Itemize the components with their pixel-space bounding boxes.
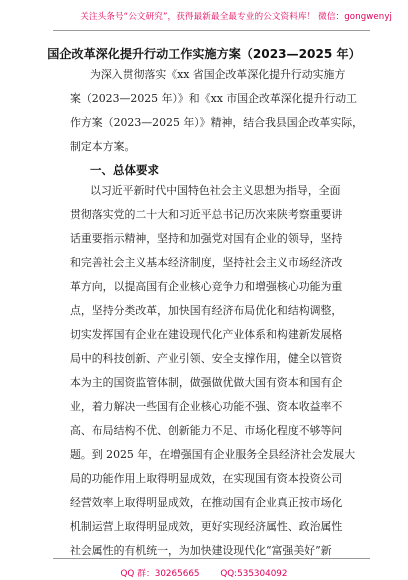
body-line: 高、布局结构不优、创新能力不足、市场化程度不够等问 <box>70 424 343 437</box>
body-line: 经营效率上取得明显成效，在推动国有企业真正按市场化 <box>70 496 343 509</box>
body-line: 和完善社会主义基本经济制度，坚持社会主义市场经济改 <box>70 256 343 269</box>
document-title: 国企改革深化提升行动工作实施方案（2023—2025 年） <box>47 47 361 61</box>
body-line: 点，坚持分类改革，加快国有经济布局优化和结构调整， <box>70 304 343 317</box>
footer-contact <box>0 566 408 579</box>
body-line: 业，着力解决一些国有企业核心功能不强、资本收益率不 <box>70 400 343 413</box>
body-line: 以习近平新时代中国特色社会主义思想为指导，全面 <box>90 184 341 197</box>
body-line: 革方向，以提高国有企业核心竞争力和增强核心功能为重 <box>70 280 343 293</box>
body-line: 题。到 2025 年，在增强国有企业服务全县经济社会发展大 <box>70 448 356 461</box>
intro-line: 作方案（2023—2025 年）》精神，结合我县国企改革实际， <box>70 116 364 129</box>
intro-line: 案（2023—2025 年）》和《xx 市国企改革深化提升行动工 <box>70 92 358 105</box>
body-line: 机制运营上取得明显成效，更好实现经济属性、政治属性 <box>70 520 343 533</box>
header-notice: 关注头条号“公文研究”，获得最新最全最专业的公文资料库！ 微信：gongwenyj <box>80 12 392 22</box>
body-line: 局中的科技创新、产业引领、安全支撑作用，健全以管资 <box>70 352 343 365</box>
body-line: 本为主的国资监管体制，做强做优做大国有资本和国有企 <box>70 376 343 389</box>
body-line: 话重要指示精神，坚持和加强党对国有企业的领导，坚持 <box>70 232 343 245</box>
footer-qq-number: QQ:535304092 <box>220 569 288 579</box>
header-divider <box>53 30 370 31</box>
body-line: 社会属性的有机统一，为加快建设现代化“富强美好”新 <box>70 544 332 557</box>
intro-line: 为深入贯彻落实《xx 省国企改革深化提升行动实施方 <box>90 68 346 81</box>
section-heading: 一、总体要求 <box>90 163 159 177</box>
intro-line: 制定本方案。 <box>70 140 136 153</box>
footer-qq-group: QQ 群：30265665 <box>120 569 200 579</box>
footer-divider <box>53 558 370 559</box>
body-line: 贯彻落实党的二十大和习近平总书记历次来陕考察重要讲 <box>70 208 343 221</box>
body-line: 局的功能作用上取得明显成效，在实现国有资本投资公司 <box>70 472 343 485</box>
body-line: 切实发挥国有企业在建设现代化产业体系和构建新发展格 <box>70 328 343 341</box>
